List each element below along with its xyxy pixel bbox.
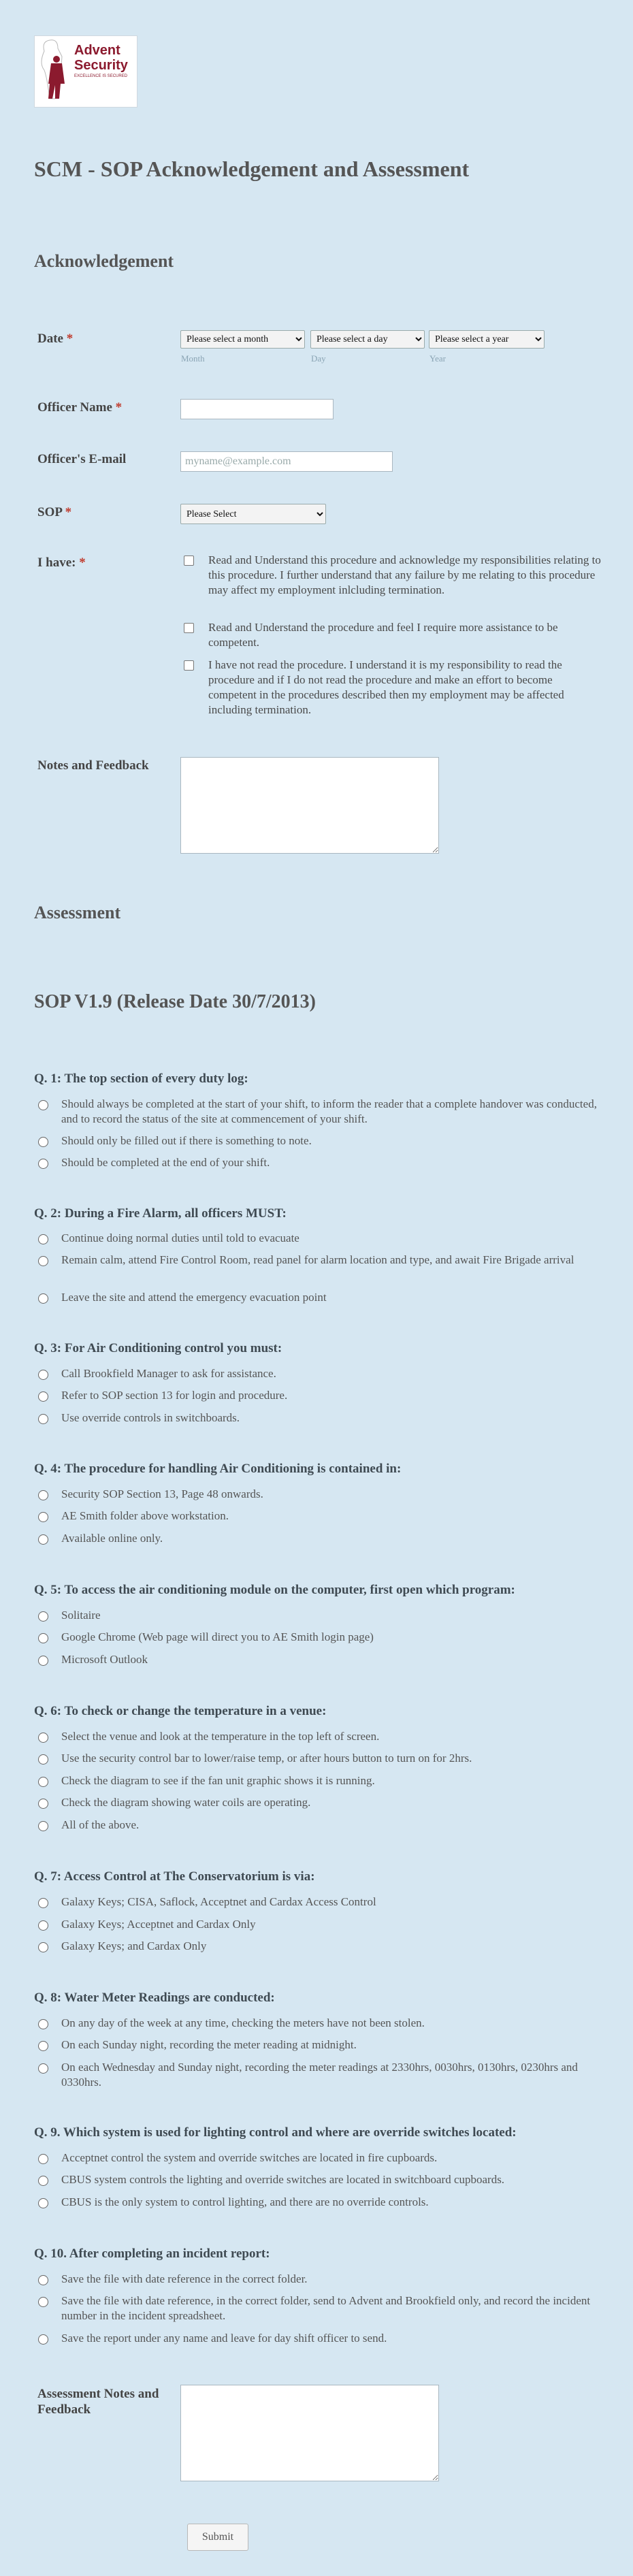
question-6-option[interactable] bbox=[38, 1729, 603, 1745]
question-10-title: Q. 10. After completing an incident report: bbox=[34, 2247, 270, 2261]
question-3-option[interactable] bbox=[38, 1366, 603, 1383]
question-6-option[interactable] bbox=[38, 1773, 603, 1790]
question-10-option[interactable] bbox=[38, 2272, 603, 2288]
logo-tagline: EXCELLENCE IS SECURED bbox=[74, 74, 128, 78]
option-text: Acceptnet control the system and override switches are located in fire cupboards. bbox=[61, 2151, 438, 2164]
radio-button[interactable] bbox=[38, 2176, 48, 2186]
question-8-option[interactable] bbox=[38, 2038, 603, 2054]
option-text: Continue doing normal duties until told to evacuate bbox=[61, 1231, 299, 1244]
question-7-option[interactable] bbox=[38, 1917, 603, 1933]
option-text: Use the security control bar to lower/raise temp, or after hours button to turn on for 2hrs. bbox=[61, 1752, 472, 1765]
company-logo bbox=[34, 35, 137, 108]
radio-button[interactable] bbox=[38, 1100, 48, 1110]
question-3-option[interactable] bbox=[38, 1411, 603, 1427]
question-1-option[interactable] bbox=[38, 1155, 603, 1172]
submit-button[interactable]: Submit bbox=[187, 2524, 248, 2551]
radio-button[interactable] bbox=[38, 2063, 48, 2074]
option-text: Check the diagram to see if the fan unit graphic shows it is running. bbox=[61, 1774, 375, 1787]
option-text: Remain calm, attend Fire Control Room, read panel for alarm location and type, and await Fire Brigade arrival bbox=[61, 1253, 574, 1266]
option-text: Save the report under any name and leave for day shift officer to send. bbox=[61, 2332, 387, 2345]
ack-option-3[interactable] bbox=[184, 658, 599, 720]
i-have-label-text: I have: bbox=[37, 556, 76, 570]
year-sublabel: Year bbox=[429, 353, 446, 364]
question-6-option[interactable] bbox=[38, 1795, 603, 1812]
option-text: Save the file with date reference in the correct folder. bbox=[61, 2272, 308, 2285]
day-select[interactable] bbox=[310, 330, 425, 349]
option-text: On each Sunday night, recording the meter reading at midnight. bbox=[61, 2038, 357, 2051]
radio-button[interactable] bbox=[38, 2334, 48, 2345]
option-text: Should be completed at the end of your shift. bbox=[61, 1156, 270, 1169]
question-8-option[interactable] bbox=[38, 2060, 603, 2091]
officer-name-label-text: Officer Name bbox=[37, 400, 112, 415]
radio-button[interactable] bbox=[38, 2198, 48, 2208]
required-marker: * bbox=[115, 400, 123, 415]
checkbox[interactable] bbox=[184, 556, 194, 566]
radio-button[interactable] bbox=[38, 1777, 48, 1787]
question-8-title: Q. 8: Water Meter Readings are conducted: bbox=[34, 1991, 275, 2005]
assessment-notes-label: Assessment Notes and Feedback bbox=[37, 2387, 159, 2417]
radio-button[interactable] bbox=[38, 1942, 48, 1952]
option-text: Google Chrome (Web page will direct you to AE Smith login page) bbox=[61, 1630, 374, 1643]
question-2-option[interactable] bbox=[38, 1231, 603, 1247]
sop-version-heading: SOP V1.9 (Release Date 30/7/2013) bbox=[34, 991, 316, 1012]
required-marker: * bbox=[65, 505, 72, 519]
question-10-option[interactable] bbox=[38, 2331, 603, 2347]
year-select[interactable] bbox=[429, 330, 545, 349]
ack-option-text: Read and Understand the procedure and feel I require more assistance to be competent. bbox=[208, 621, 558, 649]
question-5-title: Q. 5: To access the air conditioning module on the computer, first open which program: bbox=[34, 1583, 515, 1597]
radio-button[interactable] bbox=[38, 1414, 48, 1424]
option-text: On any day of the week at any time, checking the meters have not been stolen. bbox=[61, 2016, 425, 2029]
ack-option-text: I have not read the procedure. I understand it is my responsibility to read the procedure and if I do not read the procedure and make an effort to become competent in the procedures described then my employment may be affected including termination. bbox=[208, 658, 564, 716]
acknowledgement-heading: Acknowledgement bbox=[34, 251, 174, 271]
logo-line1: Advent bbox=[74, 43, 120, 58]
officer-email-input[interactable] bbox=[180, 451, 393, 472]
radio-button[interactable] bbox=[38, 1256, 48, 1266]
option-text: Refer to SOP section 13 for login and procedure. bbox=[61, 1389, 288, 1402]
option-text: Galaxy Keys; Acceptnet and Cardax Only bbox=[61, 1918, 256, 1931]
option-text: Should always be completed at the start of your shift, to inform the reader that a complete handover was conducted, and to record the status of the site at commencement of your shift. bbox=[61, 1097, 597, 1125]
radio-button[interactable] bbox=[38, 1234, 48, 1244]
notes-textarea[interactable] bbox=[180, 757, 439, 854]
ack-option-1[interactable] bbox=[184, 553, 599, 617]
question-9-option[interactable] bbox=[38, 2151, 603, 2167]
checkbox[interactable] bbox=[184, 623, 194, 633]
day-sublabel: Day bbox=[311, 353, 326, 364]
option-text: AE Smith folder above workstation. bbox=[61, 1509, 229, 1522]
sop-label-text: SOP bbox=[37, 505, 62, 519]
option-text: CBUS is the only system to control lighting, and there are no override controls. bbox=[61, 2195, 429, 2208]
question-7-option[interactable] bbox=[38, 1939, 603, 1955]
radio-button[interactable] bbox=[38, 1920, 48, 1931]
option-text: Call Brookfield Manager to ask for assistance. bbox=[61, 1367, 276, 1380]
option-text: All of the above. bbox=[61, 1818, 140, 1831]
option-text: Leave the site and attend the emergency evacuation point bbox=[61, 1291, 327, 1304]
radio-button[interactable] bbox=[38, 1633, 48, 1643]
question-5-option[interactable] bbox=[38, 1608, 603, 1624]
question-2-option[interactable] bbox=[38, 1290, 603, 1306]
option-text: Microsoft Outlook bbox=[61, 1653, 148, 1666]
radio-button[interactable] bbox=[38, 1512, 48, 1522]
question-2-title: Q. 2: During a Fire Alarm, all officers MUST: bbox=[34, 1206, 287, 1221]
question-1-option[interactable] bbox=[38, 1097, 603, 1128]
page-title: SCM - SOP Acknowledgement and Assessment bbox=[34, 157, 470, 181]
assessment-heading: Assessment bbox=[34, 903, 121, 922]
date-label bbox=[37, 332, 73, 347]
assessment-notes-textarea[interactable] bbox=[180, 2385, 439, 2481]
radio-button[interactable] bbox=[38, 1733, 48, 1743]
question-5-option[interactable] bbox=[38, 1630, 603, 1646]
radio-button[interactable] bbox=[38, 2297, 48, 2307]
option-text: Save the file with date reference, in the correct folder, send to Advent and Brookfield only, and record the incident number in the incident spreadsheet. bbox=[61, 2294, 591, 2322]
question-6-title: Q. 6: To check or change the temperature in a venue: bbox=[34, 1704, 327, 1718]
question-4-option[interactable] bbox=[38, 1487, 603, 1503]
sop-label bbox=[37, 505, 71, 520]
question-3-title: Q. 3: For Air Conditioning control you must: bbox=[34, 1341, 282, 1355]
question-1-title: Q. 1: The top section of every duty log: bbox=[34, 1072, 248, 1086]
question-7-option[interactable] bbox=[38, 1895, 603, 1911]
radio-button[interactable] bbox=[38, 1898, 48, 1908]
question-3-option[interactable] bbox=[38, 1388, 603, 1404]
month-sublabel: Month bbox=[181, 353, 205, 364]
question-9-option[interactable] bbox=[38, 2195, 603, 2211]
radio-button[interactable] bbox=[38, 1534, 48, 1545]
question-8-option[interactable] bbox=[38, 2016, 603, 2032]
question-2-option[interactable] bbox=[38, 1253, 603, 1284]
required-marker: * bbox=[66, 332, 74, 346]
question-1-option[interactable] bbox=[38, 1133, 603, 1150]
radio-button[interactable] bbox=[38, 1159, 48, 1169]
radio-button[interactable] bbox=[38, 1821, 48, 1831]
ack-option-2[interactable] bbox=[184, 620, 599, 651]
radio-button[interactable] bbox=[38, 1490, 48, 1500]
question-10-option[interactable] bbox=[38, 2293, 603, 2325]
question-4-title: Q. 4: The procedure for handling Air Conditioning is contained in: bbox=[34, 1462, 402, 1476]
radio-button[interactable] bbox=[38, 2275, 48, 2285]
radio-button[interactable] bbox=[38, 1137, 48, 1147]
option-text: Should only be filled out if there is something to note. bbox=[61, 1134, 312, 1147]
question-7-title: Q. 7: Access Control at The Conservatorium is via: bbox=[34, 1869, 315, 1884]
question-9-title: Q. 9. Which system is used for lighting control and where are override switches located: bbox=[34, 2125, 517, 2140]
question-6-option[interactable] bbox=[38, 1751, 603, 1767]
option-text: On each Wednesday and Sunday night, recording the meter readings at 2330hrs, 0030hrs, 0130hrs, 0230hrs and 0330hrs. bbox=[61, 2061, 578, 2089]
option-text: Galaxy Keys; CISA, Saflock, Acceptnet and Cardax Access Control bbox=[61, 1895, 376, 1908]
checkbox[interactable] bbox=[184, 660, 194, 671]
sop-select[interactable] bbox=[180, 504, 326, 524]
radio-button[interactable] bbox=[38, 1754, 48, 1765]
question-4-option[interactable] bbox=[38, 1531, 603, 1547]
question-4-option[interactable] bbox=[38, 1509, 603, 1525]
radio-button[interactable] bbox=[38, 1799, 48, 1809]
option-text: CBUS system controls the lighting and override switches are located in switchboard cupboards. bbox=[61, 2173, 505, 2186]
option-text: Galaxy Keys; and Cardax Only bbox=[61, 1939, 207, 1952]
notes-label: Notes and Feedback bbox=[37, 758, 149, 773]
option-text: Select the venue and look at the temperature in the top left of screen. bbox=[61, 1730, 380, 1743]
question-6-option[interactable] bbox=[38, 1818, 603, 1834]
radio-button[interactable] bbox=[38, 1391, 48, 1402]
date-label-text: Date bbox=[37, 332, 63, 346]
option-text: Available online only. bbox=[61, 1532, 163, 1545]
required-marker: * bbox=[79, 556, 86, 570]
question-5-option[interactable] bbox=[38, 1652, 603, 1669]
question-9-option[interactable] bbox=[38, 2172, 603, 2189]
officer-email-label: Officer's E-mail bbox=[37, 452, 127, 466]
month-select[interactable] bbox=[180, 330, 305, 349]
radio-button[interactable] bbox=[38, 1611, 48, 1622]
option-text: Security SOP Section 13, Page 48 onwards. bbox=[61, 1487, 263, 1500]
i-have-label bbox=[37, 556, 86, 570]
officer-name-label bbox=[37, 400, 122, 415]
radio-button[interactable] bbox=[38, 2041, 48, 2051]
option-text: Solitaire bbox=[61, 1609, 101, 1622]
radio-button[interactable] bbox=[38, 2154, 48, 2164]
logo-line2: Security bbox=[74, 58, 128, 73]
radio-button[interactable] bbox=[38, 1656, 48, 1666]
radio-button[interactable] bbox=[38, 1370, 48, 1380]
ack-option-text: Read and Understand this procedure and acknowledge my responsibilities relating to this procedure. I further understand that any failure by me relating to this procedure may affect my employment inlcluding termination. bbox=[208, 553, 601, 596]
radio-button[interactable] bbox=[38, 1293, 48, 1304]
radio-button[interactable] bbox=[38, 2019, 48, 2029]
officer-name-input[interactable] bbox=[180, 399, 334, 419]
option-text: Check the diagram showing water coils are operating. bbox=[61, 1796, 311, 1809]
option-text: Use override controls in switchboards. bbox=[61, 1411, 240, 1424]
